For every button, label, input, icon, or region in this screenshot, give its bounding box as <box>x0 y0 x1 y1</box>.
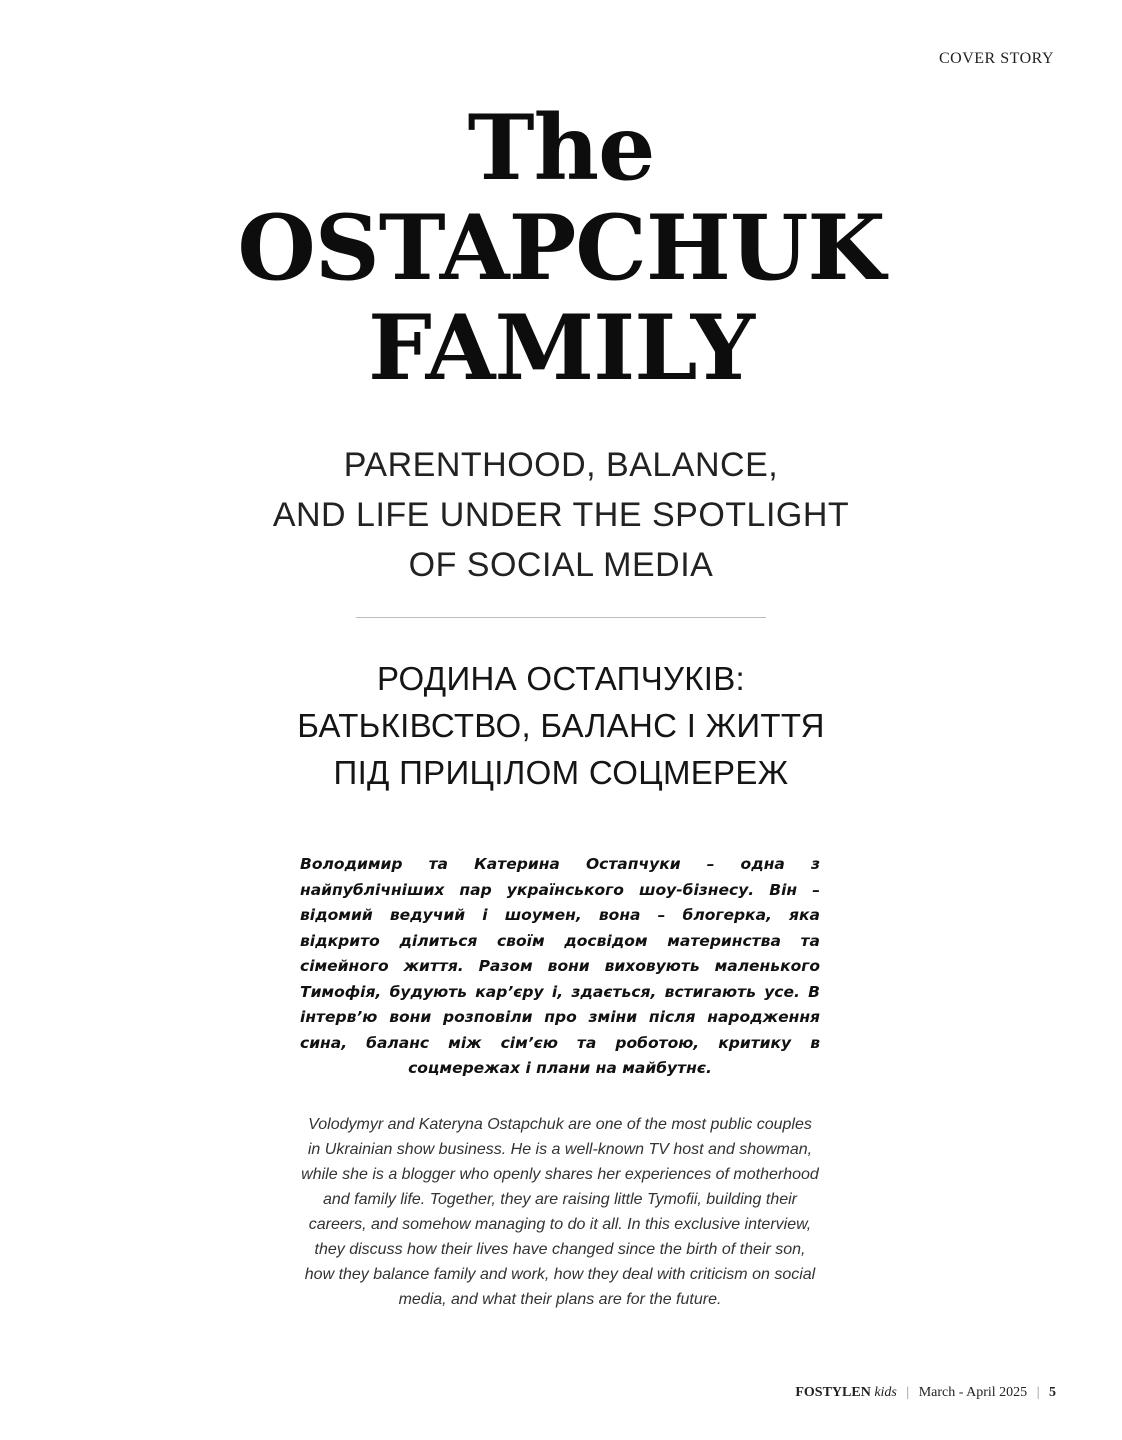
title-line-surname: OSTAPCHUK <box>237 195 885 301</box>
section-label: COVER STORY <box>938 50 1054 67</box>
subtitle-ukrainian-line-1: РОДИНА ОСТАПЧУКІВ: <box>376 660 746 697</box>
intro-ukrainian: Володимир та Катерина Остапчуки – одна з найпублічніших пар українського шоу-бізнесу. Він – відомий ведучий і шоумен, вона – блогерка, яка відкрито ділиться своїм досвідом материнства та сімейного життя. Разом вони виховують маленького Тимофія, будують кар’єру і, здається, встигають усе. В інтерв’ю вони розповіли про зміни після народження сина, баланс між сім’єю та роботою, критику в соцмережах і плани на майбутнє. <box>300 855 820 1077</box>
subtitle-english <box>0 440 1122 590</box>
subtitle-english-line-1: PARENTHOOD, BALANCE, <box>343 446 779 484</box>
title-line-the: The <box>467 95 655 201</box>
footer-brand: FOSTYLEN <box>795 1385 871 1400</box>
footer-brand-sub: kids <box>874 1385 897 1400</box>
intro-english: Volodymyr and Kateryna Ostapchuk are one of the most public couples in Ukrainian show business. He is a well-known TV host and showman, while she is a blogger who openly shares her experiences of motherhood and family life. Together, they are raising little Tymofii, building their careers, and somehow managing to do it all. In this exclusive interview, they discuss how their lives have changed since the birth of their son, how they balance family and work, how they deal with criticism on social media, and what their plans are for the future. <box>301 1116 819 1308</box>
subtitle-ukrainian <box>0 655 1122 796</box>
title-line-family: FAMILY <box>368 295 754 401</box>
subtitle-ukrainian-line-3: ПІД ПРИЦІЛОМ СОЦМЕРЕЖ <box>333 754 789 791</box>
footer-separator: | <box>1036 1385 1040 1400</box>
divider <box>356 617 766 618</box>
page-title <box>0 95 1122 401</box>
footer-separator: | <box>906 1385 910 1400</box>
page-footer <box>795 1385 1056 1401</box>
subtitle-english-line-3: OF SOCIAL MEDIA <box>408 546 714 584</box>
footer-issue: March - April 2025 <box>918 1385 1028 1400</box>
subtitle-english-line-2: AND LIFE UNDER THE SPOTLIGHT <box>272 496 850 534</box>
subtitle-ukrainian-line-2: БАТЬКІВСТВО, БАЛАНС І ЖИТТЯ <box>297 707 825 744</box>
footer-page-number: 5 <box>1049 1385 1056 1400</box>
